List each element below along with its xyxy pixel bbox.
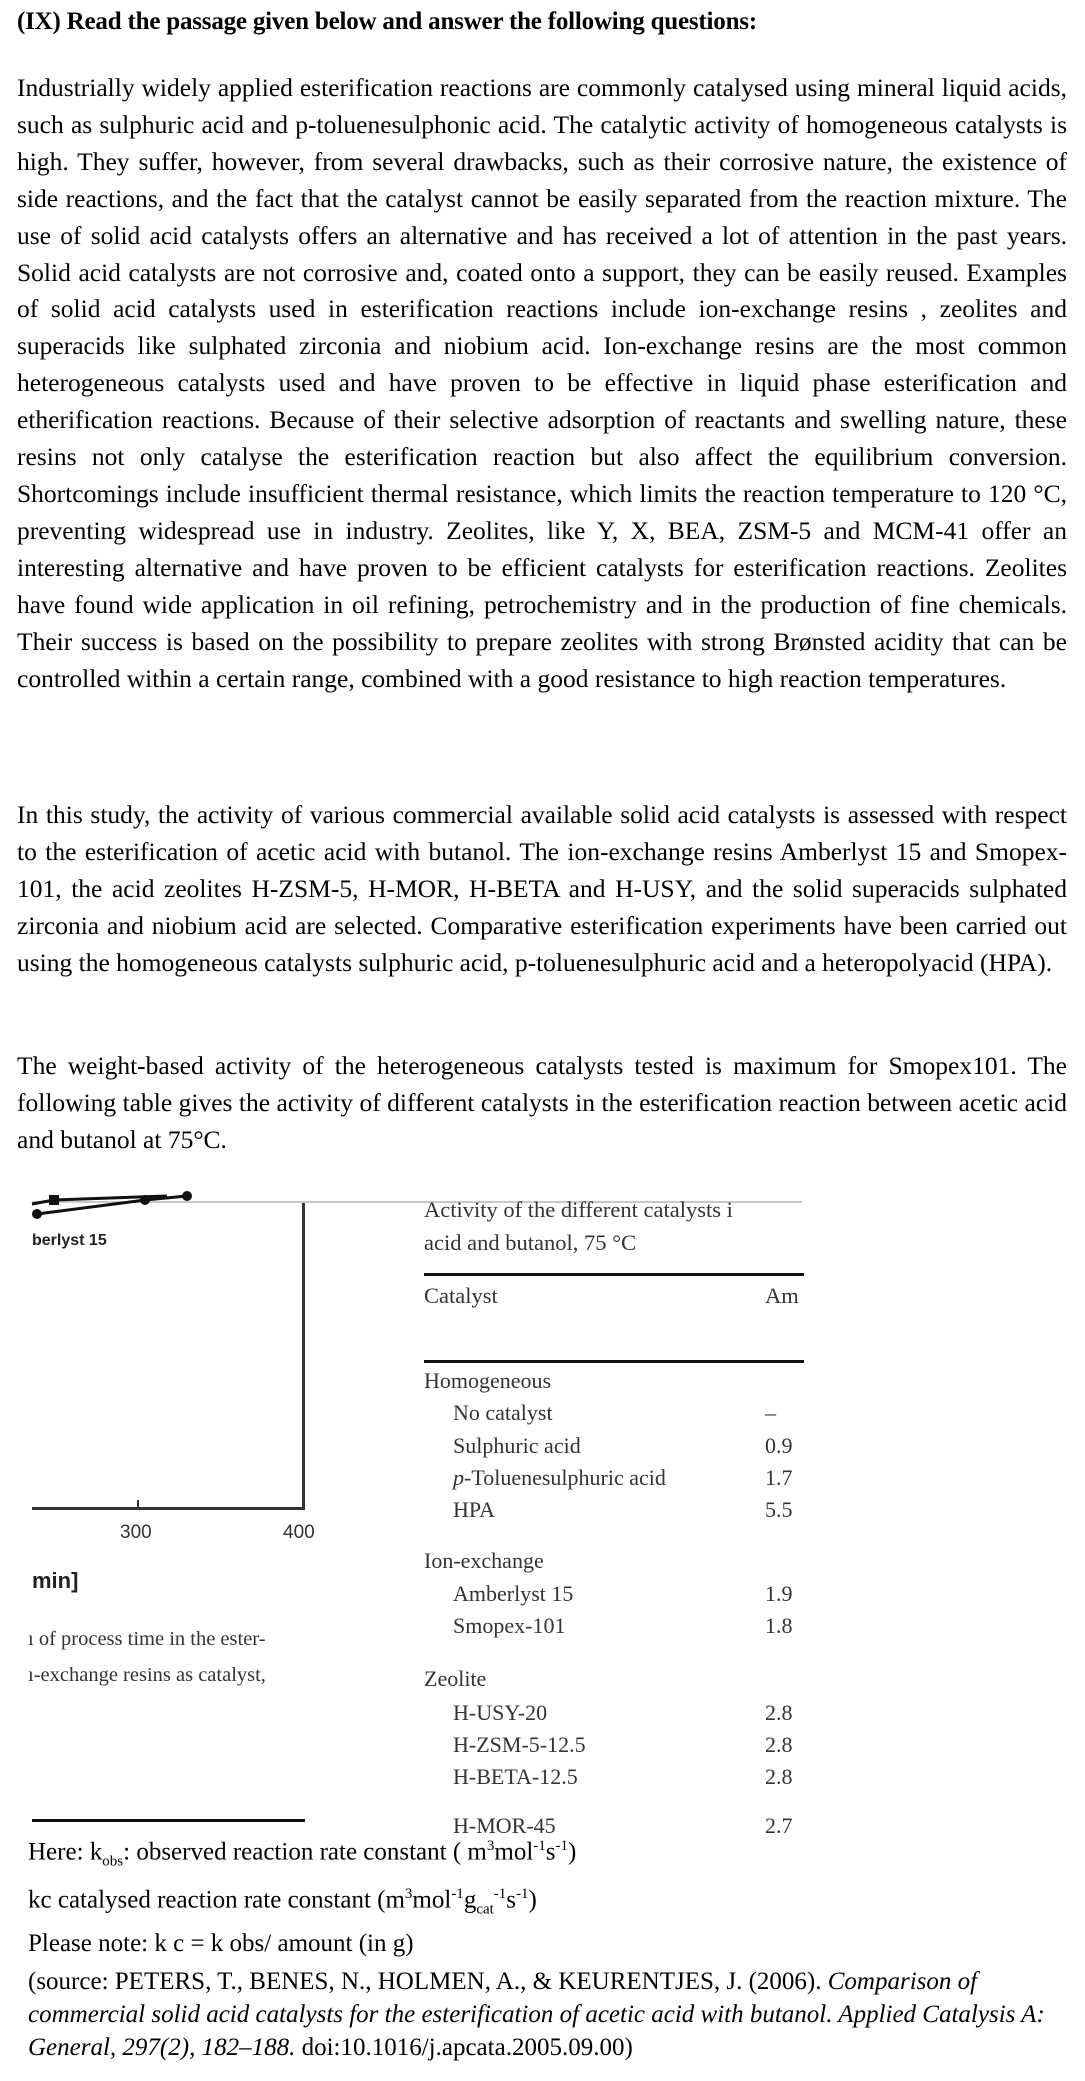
group-zeolite: Zeolite bbox=[424, 1666, 487, 1691]
note-kobs: Here: $k_{obs}$: observed reaction rate constant ( $m^3mol^{-1}s^{-1}$) bbox=[28, 1838, 577, 1870]
figure-caption-line2: ı-exchange resins as catalyst, bbox=[28, 1664, 266, 1686]
table-row-name bbox=[453, 1465, 666, 1491]
paragraph-intro: Industrially widely applied esterification reactions are commonly catalysed using mineral liquid acids, such as sulphuric acid and p-toluenesulphonic acid. The catalytic activity of homogeneous catalysts is high. They suffer, however, from several drawbacks, such as their corrosive nature, the existence of side reactions, and the fact that the catalyst cannot be easily separated from the reaction mixture. The use of solid acid catalysts offers an alternative and has received a lot of attention in the past years. Solid acid catalysts are not corrosive and, coated onto a support, they can be easily reused. Examples of solid acid catalysts used in esterification reactions include ion-exchange resins , zeolites and superacids like sulphated zirconia and niobium acid. Ion-exchange resins are the most common heterogeneous catalysts used and have proven to be effective in liquid phase esterification and etherification reactions. Because of their selective adsorption of reactants and swelling nature, these resins not only catalyse the esterification reaction but also affect the equilibrium conversion. Shortcomings include insufficient thermal resistance, which limits the reaction temperature to 120 °C, preventing widespread use in industry. Zeolites, like Y, X, BEA, ZSM-5 and MCM-41 offer an interesting alternative and have proven to be efficient catalysts for esterification reactions. Zeolites have found wide application in oil refining, petrochemistry and in the production of fine chemicals. Their success is based on the possibility to prepare zeolites with strong Brønsted acidity that can be controlled within a certain range, combined with a good resistance to high reaction temperatures. bbox=[17, 73, 1067, 693]
table-row-name: H-USY-20 bbox=[453, 1700, 548, 1725]
note-formula: Please note: k c = k obs/ amount (in g) bbox=[28, 1929, 414, 1957]
table-row-name: H-ZSM-5-12.5 bbox=[453, 1732, 586, 1757]
group-ion-exchange: Ion-exchange bbox=[424, 1548, 544, 1573]
table-row-name: HPA bbox=[453, 1497, 495, 1522]
row-name-text: -Toluenesulphuric acid bbox=[464, 1465, 666, 1490]
paragraph-table-intro: The weight-based activity of the heterogeneous catalysts tested is maximum for Smopex101. The following table gives the activity of different catalysts in the esterification reaction between acetic acid and butanol at 75°C. bbox=[17, 1051, 1067, 1154]
table-row-name: Smopex-101 bbox=[453, 1613, 566, 1638]
table-title bbox=[424, 1193, 733, 1259]
table-row-value: – bbox=[765, 1400, 776, 1425]
x-axis-label: min] bbox=[32, 1568, 79, 1593]
table-row-name-clipped: H-MOR-45 bbox=[453, 1813, 556, 1838]
table-row-value: 5.5 bbox=[765, 1497, 793, 1522]
x-tick-label-300: 300 bbox=[120, 1522, 152, 1543]
chart-legend-label: berlyst 15 bbox=[32, 1232, 107, 1249]
table-row-value: 2.8 bbox=[765, 1700, 793, 1725]
column-header-catalyst: Catalyst bbox=[424, 1283, 498, 1308]
group-homogeneous: Homogeneous bbox=[424, 1368, 552, 1393]
table-row-value: 2.8 bbox=[765, 1732, 793, 1757]
note-kc: kc catalysed reaction rate constant $(m^3mol^{-1}g_{cat}^{-1}s^{-1})$ bbox=[28, 1886, 537, 1918]
citation-title: Comparison of commercial solid acid catalysts for the esterification of acetic acid with butanol. Applied Catalysis A: General, 297(2), 182–188. bbox=[28, 1968, 1045, 2061]
table-row-value: 0.9 bbox=[765, 1433, 793, 1458]
table-row-value: 1.7 bbox=[765, 1465, 793, 1490]
table-title-line2: acid and butanol, 75 °C bbox=[424, 1230, 637, 1255]
table-row-value: 1.9 bbox=[765, 1581, 793, 1606]
heading: (IX) Read the passage given below and answer the following questions: bbox=[17, 8, 757, 35]
table-top-rule bbox=[424, 1273, 804, 1276]
table-title-line1: Activity of the different catalysts i bbox=[424, 1197, 733, 1222]
table-row-value: 1.8 bbox=[765, 1613, 793, 1638]
paragraph-study: In this study, the activity of various commercial available solid acid catalysts is assessed with respect to the esterification of acetic acid with butanol. The ion-exchange resins Amberlyst 15 and Smopex-101, the acid zeolites H-ZSM-5, H-MOR, H-BETA and H-USY, and the solid superacids sulphated zirconia and niobium acid are selected. Comparative esterification experiments have been carried out using the homogeneous catalysts sulphuric acid, p-toluenesulphuric acid and a heteropolyacid (HPA). bbox=[17, 800, 1067, 977]
x-tick-label-400: 400 bbox=[283, 1522, 315, 1543]
table-row-name: Amberlyst 15 bbox=[453, 1581, 574, 1606]
table-row-value: 2.8 bbox=[765, 1764, 793, 1789]
table-header-rule bbox=[424, 1360, 804, 1363]
table-row-name: No catalyst bbox=[453, 1400, 553, 1425]
italic-prefix: p bbox=[453, 1465, 464, 1490]
figure-caption-line1: ı of process time in the ester- bbox=[28, 1628, 266, 1650]
table-row-name: Sulphuric acid bbox=[453, 1433, 581, 1458]
column-header-amount: Am bbox=[765, 1283, 799, 1308]
notes bbox=[28, 1830, 576, 1960]
table-row-value-clipped: 2.7 bbox=[765, 1813, 793, 1838]
table-row-name: H-BETA-12.5 bbox=[453, 1764, 578, 1789]
source-citation: (source: PETERS, T., BENES, N., HOLMEN, A., & KEURENTJES, J. (2006). Comparison of commercial solid acid catalysts for the esterification of acetic acid with butanol. Applied Catalysis A: General, 297(2), 182–188. doi:10.1016/j.apcata.2005.09.00) bbox=[28, 1968, 1045, 2061]
